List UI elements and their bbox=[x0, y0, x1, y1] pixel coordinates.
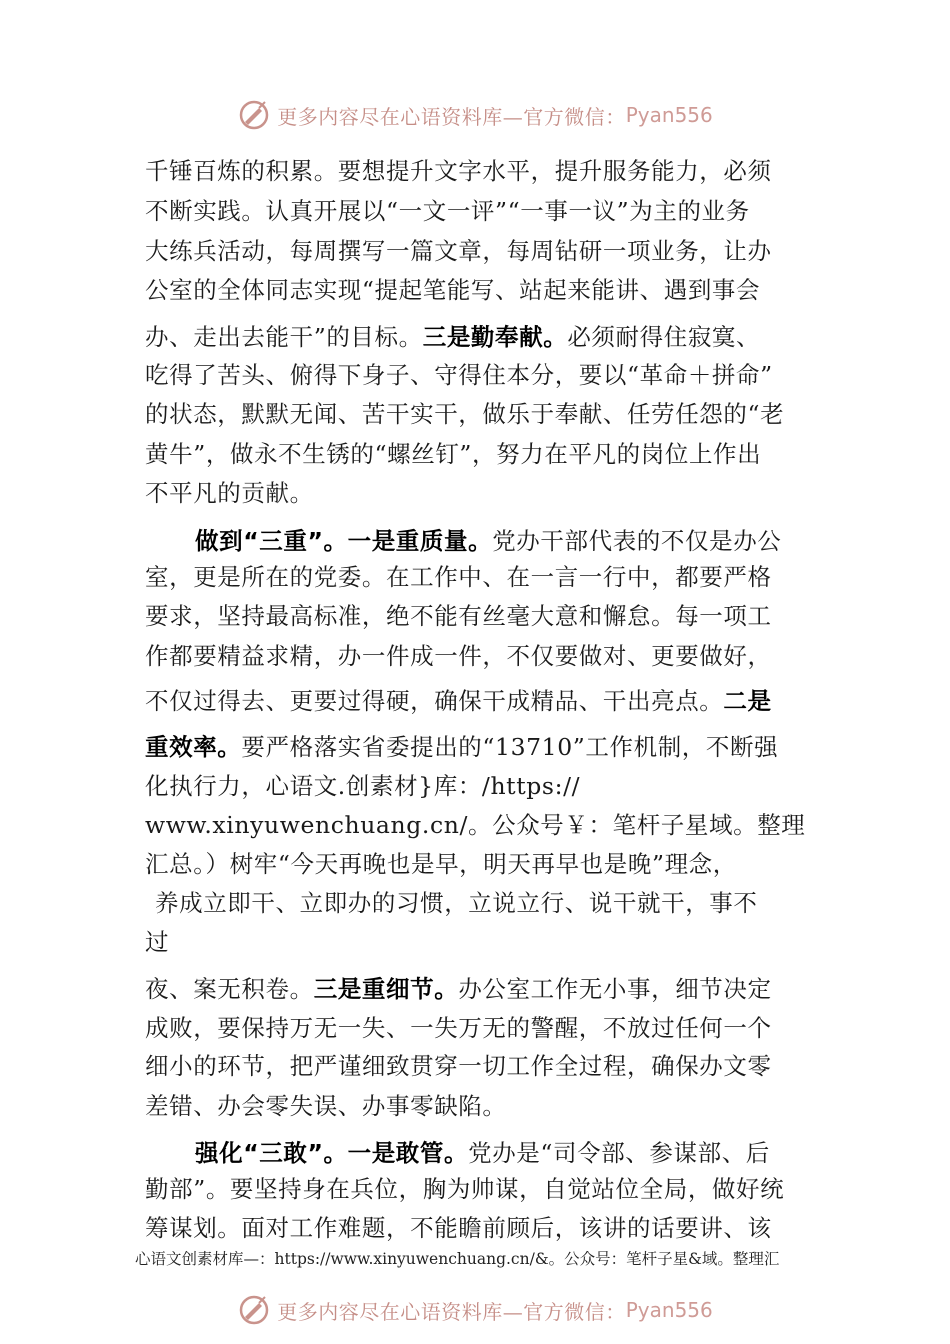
paragraph-text: 大练兵活动，每周撰写一篇文章，每周钻研一项业务，让办 bbox=[145, 237, 772, 265]
paragraph-text: 要严格落实省委提出的“13710”工作机制，不断强 bbox=[241, 733, 779, 761]
paragraph-text: 黄牛”，做永不生锈的“螺丝钉”，努力在平凡的岗位上作出 bbox=[145, 440, 762, 468]
text-line bbox=[145, 1009, 772, 1043]
text-line bbox=[155, 884, 758, 918]
paragraph-text: 办公室工作无小事，细节决定 bbox=[458, 975, 772, 1003]
text-line bbox=[145, 970, 772, 1004]
paragraph-text: 党办干部代表的不仅是办公 bbox=[492, 527, 782, 555]
footer-note: 心语文创素材库—：https://www.xinyuwenchuang.cn/&。公众号：笔杆子星&域。整理汇 bbox=[135, 1250, 780, 1268]
header-banner bbox=[0, 95, 950, 135]
text-line bbox=[145, 845, 737, 879]
paragraph-text: 千锤百炼的积累。要想提升文字水平，提升服务能力，必须 bbox=[145, 157, 772, 185]
text-line bbox=[145, 192, 750, 226]
text-line bbox=[145, 923, 169, 957]
paragraph-text: 细小的环节，把严谨细致贯穿一切工作全过程，确保办文零 bbox=[145, 1052, 772, 1080]
text-line bbox=[145, 1209, 772, 1243]
text-line bbox=[145, 1047, 772, 1081]
text-line bbox=[195, 522, 781, 556]
text-line bbox=[145, 597, 772, 631]
paragraph-text: 作都要精益求精，办一件成一件，不仅要做对、更要做好， bbox=[145, 642, 772, 670]
paragraph-text: 党办是“司令部、参谋部、后 bbox=[468, 1139, 770, 1167]
banner-wechat-id: Pyan556 bbox=[625, 103, 713, 127]
banner-text: 更多内容尽在心语资料库—官方微信： bbox=[277, 104, 626, 129]
paragraph-text: 差错、办会零失误、办事零缺陷。 bbox=[145, 1092, 507, 1120]
paragraph-text: 成败，要保持万无一失、一失万无的警醒，不放过任何一个 bbox=[145, 1014, 772, 1042]
paragraph-text: 夜、案无积卷。 bbox=[145, 975, 314, 1003]
text-line bbox=[145, 395, 784, 429]
text-line bbox=[145, 637, 772, 671]
bold-heading-text: 三是勤奉献。 bbox=[422, 323, 568, 351]
paragraph-text: 公室的全体同志实现“提起笔能写、站起来能讲、遇到事会 bbox=[145, 276, 761, 304]
footer-banner bbox=[0, 1290, 950, 1330]
text-line bbox=[145, 271, 760, 305]
text-line bbox=[145, 767, 580, 801]
bold-heading-text: 二是 bbox=[723, 687, 772, 715]
paragraph-text: 不仅过得去、更要过得硬，确保干成精品、干出亮点。 bbox=[145, 687, 724, 715]
text-line bbox=[145, 152, 772, 186]
bold-heading-text: 重效率。 bbox=[145, 733, 242, 761]
paragraph-text: 化执行力，心语文.创素材}库：/https:// bbox=[145, 772, 581, 800]
paragraph-text: 过 bbox=[145, 928, 170, 956]
paragraph-text: 勤部”。要坚持身在兵位，胸为帅谋，自觉站位全局，做好统 bbox=[145, 1175, 785, 1203]
paragraph-text: 不平凡的贡献。 bbox=[145, 479, 314, 507]
bold-heading-text: 强化“三敢”。一是敢管。 bbox=[195, 1139, 469, 1167]
paragraph-text: 办、走出去能干”的目标。 bbox=[145, 323, 423, 351]
text-line bbox=[145, 318, 760, 352]
paragraph-text: www.xinyuwenchuang.cn/。公众号￥：笔杆子星域。整理 bbox=[145, 811, 806, 839]
pen-logo-icon bbox=[237, 1293, 271, 1327]
paragraph-text: 吃得了苦头、俯得下身子、守得住本分，要以“革命＋拼命” bbox=[145, 361, 773, 389]
text-line bbox=[195, 1134, 770, 1168]
text-line bbox=[145, 682, 772, 716]
paragraph-text: 的状态，默默无闻、苦干实干，做乐于奉献、任劳任怨的“老 bbox=[145, 400, 785, 428]
paragraph-text: 汇总。）树牢“今天再晚也是早，明天再早也是晚”理念， bbox=[145, 850, 737, 878]
text-line bbox=[145, 435, 761, 469]
banner-text: 更多内容尽在心语资料库—官方微信： bbox=[277, 1299, 626, 1324]
paragraph-text: 必须耐得住寂寞、 bbox=[567, 323, 761, 351]
text-line bbox=[145, 806, 805, 840]
bold-heading-text: 三是重细节。 bbox=[313, 975, 459, 1003]
paragraph-text: 养成立即干、立即办的习惯，立说立行、说干就干，事不 bbox=[155, 889, 758, 917]
text-line bbox=[145, 728, 778, 762]
text-line bbox=[145, 558, 772, 592]
paragraph-text: 室，更是所在的党委。在工作中、在一言一行中，都要严格 bbox=[145, 563, 772, 591]
text-line bbox=[145, 1087, 507, 1121]
banner-wechat-id: Pyan556 bbox=[625, 1298, 713, 1322]
text-line bbox=[145, 1170, 784, 1204]
paragraph-text: 要求，坚持最高标准，绝不能有丝毫大意和懈怠。每一项工 bbox=[145, 602, 772, 630]
text-line bbox=[145, 356, 773, 390]
text-line bbox=[145, 232, 772, 266]
bold-heading-text: 做到“三重”。一是重质量。 bbox=[195, 527, 493, 555]
paragraph-text: 不断实践。认真开展以“一文一评”“一事一议”为主的业务 bbox=[145, 197, 750, 225]
text-line bbox=[145, 474, 314, 508]
pen-logo-icon bbox=[237, 98, 271, 132]
paragraph-text: 筹谋划。面对工作难题，不能瞻前顾后，该讲的话要讲、该 bbox=[145, 1214, 772, 1242]
